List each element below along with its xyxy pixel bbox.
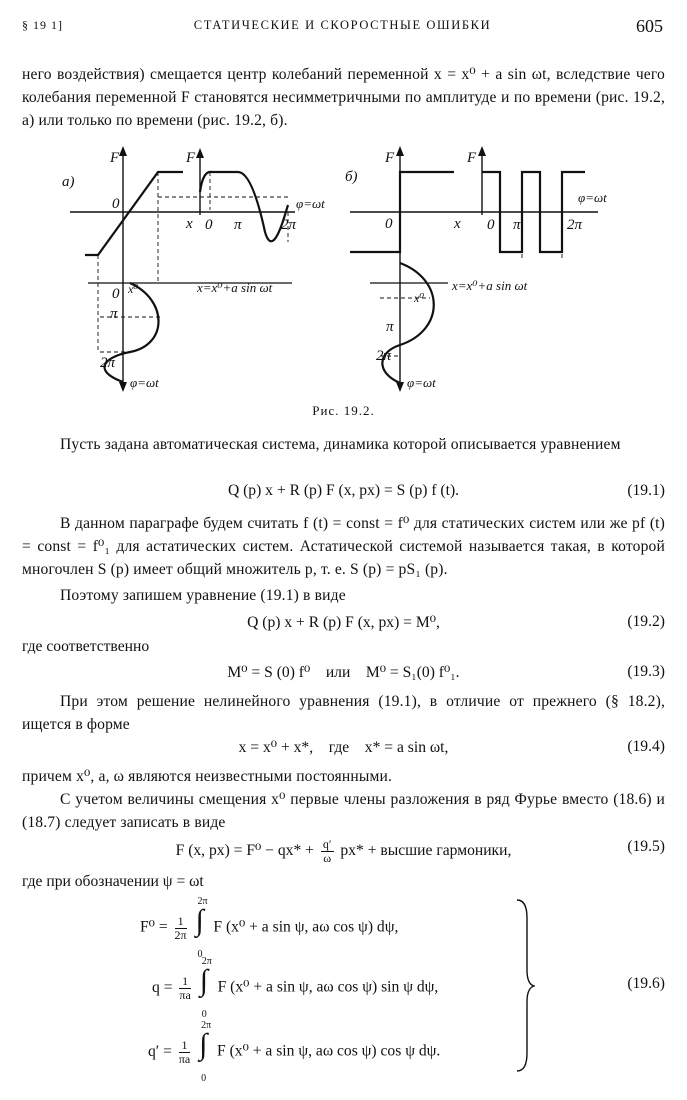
paragraph-7: С учетом величины смещения x⁰ первые члены разложения в ряд Фурье вместо (18.6) и (18.7) следует записать в виде bbox=[22, 791, 665, 831]
running-header bbox=[22, 16, 663, 38]
paragraph-3: В данном параграфе будем считать f (t) = const = f⁰ для статических систем или же pf (t) = const = f⁰₁ для астатических систем. Астатической системой называется такая, в которой многочлен S (p) имеет общий множитель p, т. е. S (p) = pS₁ (p). bbox=[22, 515, 665, 578]
header-section: § 19 1] bbox=[22, 18, 63, 32]
label-phi-a2: φ=ωt bbox=[130, 375, 159, 390]
eq-19-4-body: x = x⁰ + x*, где x* = a sin ωt, bbox=[238, 739, 449, 756]
label-2pi-b2: 2π bbox=[376, 348, 392, 364]
label-zero-a2: 0 bbox=[205, 217, 213, 233]
where-line-2 bbox=[22, 873, 665, 897]
label-x-a: x bbox=[186, 216, 193, 232]
eq-19-6-row-1 bbox=[140, 896, 399, 960]
eq-19-6-row-3-frac bbox=[179, 1039, 190, 1066]
figure-caption: Рис. 19.2. bbox=[312, 403, 375, 418]
integral-sign: 2π ∫ 0 bbox=[199, 956, 212, 1020]
label-zero-a3: 0 bbox=[112, 286, 120, 302]
equation-19-5 bbox=[22, 838, 665, 868]
integral-lower: 0 bbox=[197, 949, 203, 960]
eq-19-6-row-3-lhs: q′ = bbox=[148, 1042, 172, 1060]
integral-upper: 2π bbox=[197, 896, 208, 907]
label-pi-a2: π bbox=[110, 306, 118, 322]
frac-den: πa bbox=[178, 1051, 191, 1066]
label-zero-a: 0 bbox=[112, 196, 120, 212]
where-text-2: где при обозначении ψ = ωt bbox=[22, 873, 204, 890]
integral-lower: 0 bbox=[201, 1009, 207, 1020]
eq-19-6-row-2-lhs: q = bbox=[152, 978, 173, 996]
paragraph-5: При этом решение нелинейного уравнения (19.1), в отличие от прежнего (§ 18.2), ищется в форме bbox=[22, 693, 665, 733]
label-a: а) bbox=[62, 174, 75, 190]
eq-19-6-row-1-integrand: F (x⁰ + a sin ψ, aω cos ψ) dψ, bbox=[213, 918, 399, 936]
frac-num: 1 bbox=[179, 1039, 190, 1053]
eq-19-6-row-1-frac bbox=[175, 915, 187, 942]
label-pi-b: π bbox=[513, 217, 521, 233]
frac-num: 1 bbox=[175, 915, 187, 929]
frac-num: 1 bbox=[179, 975, 190, 989]
label-xsum-a: x=x⁰+a sin ωt bbox=[197, 280, 273, 295]
eq-19-5-lhs: F (x, px) = F⁰ − qx* + bbox=[175, 842, 314, 860]
paragraph-4: Поэтому запишем уравнение (19.1) в виде bbox=[60, 587, 346, 604]
eq-19-6-number: (19.6) bbox=[627, 975, 665, 992]
eq-19-6-row-3-integrand: F (x⁰ + a sin ψ, aω cos ψ) cos ψ dψ. bbox=[217, 1042, 441, 1060]
label-b: б) bbox=[345, 169, 358, 185]
eq-19-4-number: (19.4) bbox=[627, 738, 665, 755]
eq-19-6-row-1-lhs: F⁰ = bbox=[140, 918, 168, 936]
integral-upper: 2π bbox=[201, 1020, 212, 1031]
label-zero-b2: 0 bbox=[487, 217, 495, 233]
label-2pi-a2: 2π bbox=[100, 355, 116, 371]
eq-19-6-number-line bbox=[22, 975, 665, 999]
integral-sign: 2π ∫ 0 bbox=[195, 896, 208, 960]
where-text-1: где соответственно bbox=[22, 638, 150, 655]
equation-19-1 bbox=[22, 482, 665, 506]
panel-a-output-wave bbox=[200, 172, 288, 241]
label-pi-a: π bbox=[234, 217, 242, 233]
paragraph-6: причем x⁰, a, ω являются неизвестными постоянными. bbox=[22, 768, 393, 785]
label-zero-b: 0 bbox=[385, 216, 393, 232]
eq-19-5-rhs: px* + высшие гармоники, bbox=[340, 842, 512, 860]
label-2pi-a: 2π bbox=[281, 217, 297, 233]
integral-upper: 2π bbox=[201, 956, 212, 967]
equation-19-2 bbox=[22, 613, 665, 637]
eq-19-5-fraction bbox=[321, 838, 334, 865]
paragraph-2: Пусть задана автоматическая система, динамика которой описывается уравнением bbox=[60, 436, 621, 453]
frac-den: 2π bbox=[174, 927, 187, 942]
where-line-1 bbox=[22, 638, 665, 662]
page-number: 605 bbox=[636, 16, 663, 36]
label-x0-b: x⁰ bbox=[414, 291, 425, 305]
label-x0-a: x⁰ bbox=[128, 282, 139, 296]
label-phi-b2: φ=ωt bbox=[407, 375, 436, 390]
eq-19-6-row-2-integrand: F (x⁰ + a sin ψ, aω cos ψ) sin ψ dψ, bbox=[217, 978, 439, 996]
label-xsum-b: x=x⁰+a sin ωt bbox=[452, 278, 528, 293]
label-x-b: x bbox=[454, 216, 461, 232]
label-F-a1: F bbox=[110, 150, 120, 166]
integral-lower: 0 bbox=[201, 1073, 207, 1084]
equation-19-4 bbox=[22, 738, 665, 762]
label-phi-a: φ=ωt bbox=[296, 196, 325, 211]
intro-paragraph: него воздействия) смещается центр колебаний переменной x = x⁰ + a sin ωt, вследствие чего колебания переменной F становятся несимметричными по амплитуде и по времени (рис. 19.2, а) или только по времени (рис. 19.2, б). bbox=[22, 66, 665, 129]
label-F-a2: F bbox=[186, 150, 196, 166]
eq-19-3-body: M⁰ = S (0) f⁰ или M⁰ = S₁(0) f⁰₁. bbox=[227, 664, 460, 681]
eq-19-2-body: Q (p) x + R (p) F (x, px) = M⁰, bbox=[247, 614, 440, 631]
integral-sign: 2π ∫ 0 bbox=[199, 1020, 212, 1084]
eq-19-6-row-3 bbox=[140, 1020, 441, 1084]
figure-19-2 bbox=[0, 140, 687, 400]
label-pi-b2: π bbox=[386, 319, 394, 335]
eq-19-2-number: (19.2) bbox=[627, 613, 665, 630]
panel-a-characteristic bbox=[85, 172, 183, 255]
label-phi-b: φ=ωt bbox=[578, 190, 607, 205]
label-F-b2: F bbox=[467, 150, 477, 166]
eq-19-3-number: (19.3) bbox=[627, 663, 665, 680]
header-title: СТАТИЧЕСКИЕ И СКОРОСТНЫЕ ОШИБКИ bbox=[193, 18, 492, 32]
label-F-b1: F bbox=[385, 150, 395, 166]
panel-a bbox=[70, 150, 295, 390]
label-2pi-b: 2π bbox=[567, 217, 583, 233]
eq-19-1-number: (19.1) bbox=[627, 482, 665, 499]
eq-19-5-frac-den: ω bbox=[323, 851, 332, 865]
equation-19-3 bbox=[22, 663, 665, 687]
eq-19-5-body bbox=[22, 838, 665, 865]
eq-19-5-frac-num: q′ bbox=[322, 837, 332, 851]
eq-19-1-body: Q (p) x + R (p) F (x, px) = S (p) f (t). bbox=[227, 482, 460, 499]
eq-19-5-number: (19.5) bbox=[627, 838, 665, 855]
frac-den: πa bbox=[179, 987, 191, 1002]
